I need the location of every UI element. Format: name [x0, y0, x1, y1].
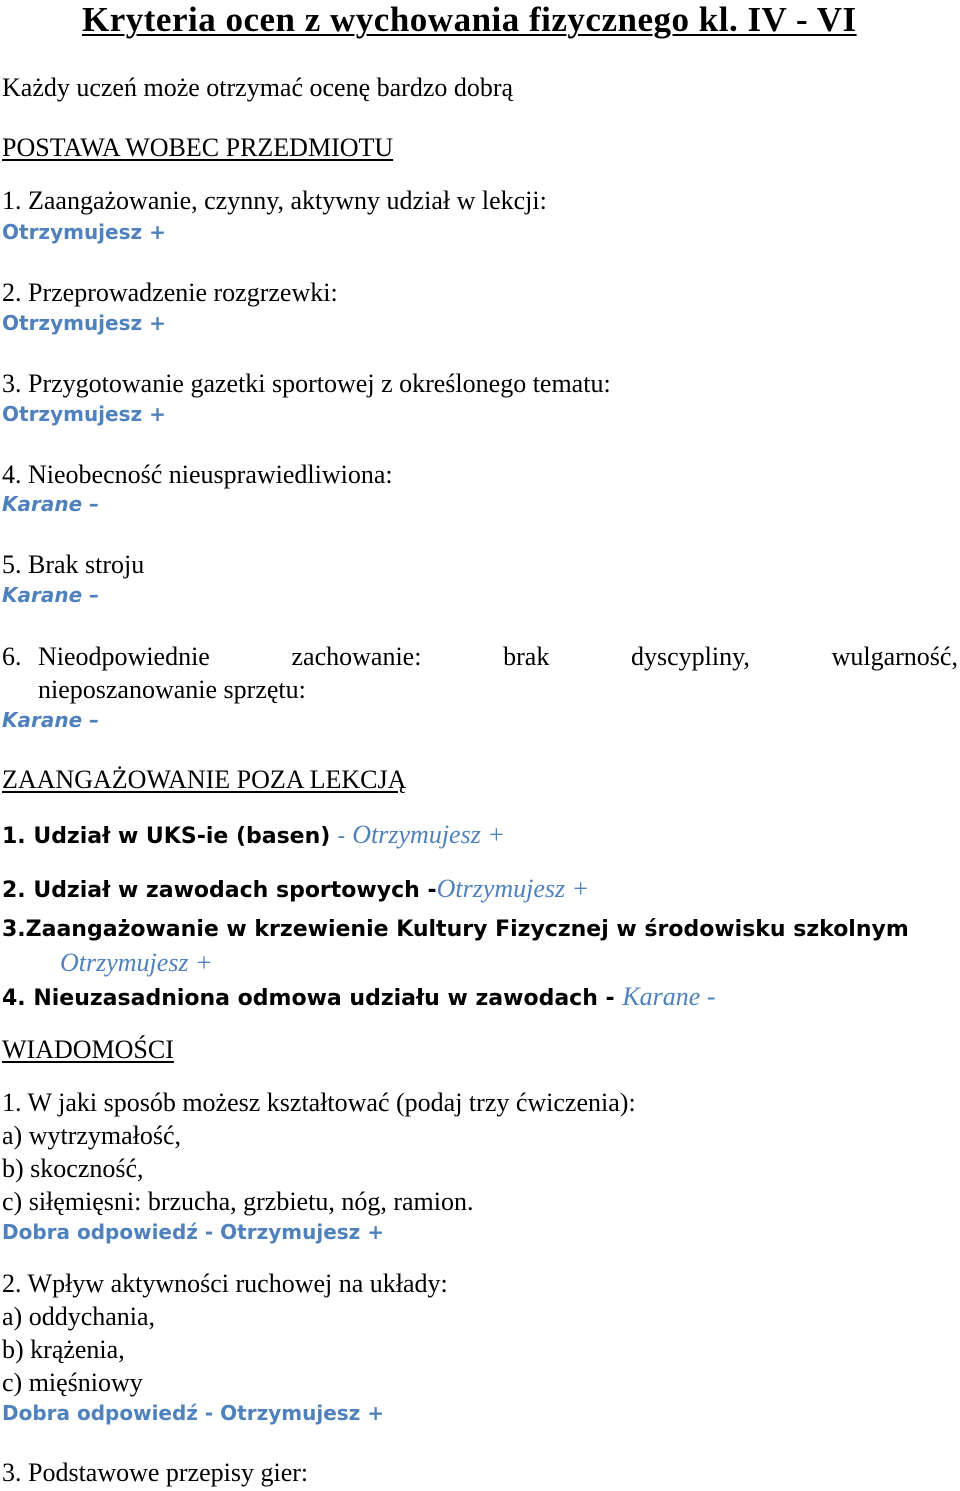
criterion-6-line2 — [38, 677, 306, 703]
intro-text: Każdy uczeń może otrzymać ocenę bardzo dobrą — [2, 73, 514, 102]
question-1-c: c) siłęmięsni: brzucha, grzbietu, nóg, ramion. — [2, 1187, 474, 1216]
criterion-6-line1 — [38, 644, 958, 670]
question-1-answer: Dobra odpowiedź - Otrzymujesz + — [2, 1220, 385, 1244]
extra-1 — [2, 822, 505, 848]
extra-3-grade: Otrzymujesz + — [60, 948, 213, 977]
page-title: Kryteria ocen z wychowania fizycznego kl. IV - VI — [82, 0, 857, 39]
section-heading-zaangazowanie: ZAANGAŻOWANIE POZA LEKCJĄ — [2, 765, 407, 794]
question-1-b: b) skoczność, — [2, 1154, 144, 1183]
question-2-a: a) oddychania, — [2, 1302, 156, 1331]
section-heading-postawa: POSTAWA WOBEC PRZEDMIOTU — [2, 133, 394, 162]
criterion-6-word: zachowanie: — [291, 642, 422, 671]
question-2-answer: Dobra odpowiedź - Otrzymujesz + — [2, 1401, 385, 1425]
criterion-1: 1. Zaangażowanie, czynny, aktywny udział w lekcji: — [2, 186, 547, 215]
extra-2-sep: - — [419, 878, 437, 903]
extra-4 — [2, 984, 716, 1010]
criterion-6-word: brak — [503, 642, 550, 671]
criterion-6-number: 6. — [2, 642, 22, 671]
question-1-a: a) wytrzymałość, — [2, 1121, 182, 1150]
criterion-2-grade: Otrzymujesz + — [2, 311, 166, 335]
criterion-6-line2a: nieposzanowanie — [38, 675, 218, 704]
question-3: 3. Podstawowe przepisy gier: — [2, 1458, 309, 1487]
criterion-6-word: wulgarność, — [831, 642, 958, 671]
criterion-1-grade: Otrzymujesz + — [2, 220, 166, 244]
question-2: 2. Wpływ aktywności ruchowej na układy: — [2, 1269, 448, 1298]
criterion-4: 4. Nieobecność nieusprawiedliwiona: — [2, 460, 393, 489]
section-heading-wiadomosci: WIADOMOŚCI — [2, 1035, 174, 1064]
extra-1-text: 1. Udział w UKS-ie (basen) — [2, 824, 331, 849]
criterion-6-grade: Karane – — [2, 708, 100, 732]
criterion-3: 3. Przygotowanie gazetki sportowej z określonego tematu: — [2, 369, 611, 398]
question-1: 1. W jaki sposób możesz kształtować (podaj trzy ćwiczenia): — [2, 1088, 636, 1117]
criterion-6-line2b: sprzętu: — [223, 675, 306, 704]
extra-3: 3.Zaangażowanie w krzewienie Kultury Fizycznej w środowisku szkolnym — [2, 917, 909, 942]
extra-4-grade: Karane - — [622, 982, 716, 1011]
criterion-5-grade: Karane – — [2, 583, 100, 607]
extra-4-text: 4. Nieuzasadniona odmowa udziału w zawodach — [2, 986, 598, 1011]
question-2-b: b) krążenia, — [2, 1335, 125, 1364]
extra-2 — [2, 876, 589, 902]
criterion-2: 2. Przeprowadzenie rozgrzewki: — [2, 278, 338, 307]
criterion-6-word: Nieodpowiednie — [38, 642, 210, 671]
criterion-4-grade: Karane – — [2, 492, 100, 516]
question-2-c: c) mięśniowy — [2, 1368, 143, 1397]
criterion-3-grade: Otrzymujesz + — [2, 402, 166, 426]
criterion-5: 5. Brak stroju — [2, 550, 145, 579]
extra-2-grade: Otrzymujesz + — [436, 874, 590, 903]
extra-2-text: 2. Udział w zawodach sportowych — [2, 878, 420, 903]
extra-1-sep: - — [330, 824, 353, 849]
extra-4-sep: - — [597, 986, 623, 1011]
extra-1-grade: Otrzymujesz + — [352, 820, 505, 849]
criterion-6-word: dyscypliny, — [631, 642, 750, 671]
